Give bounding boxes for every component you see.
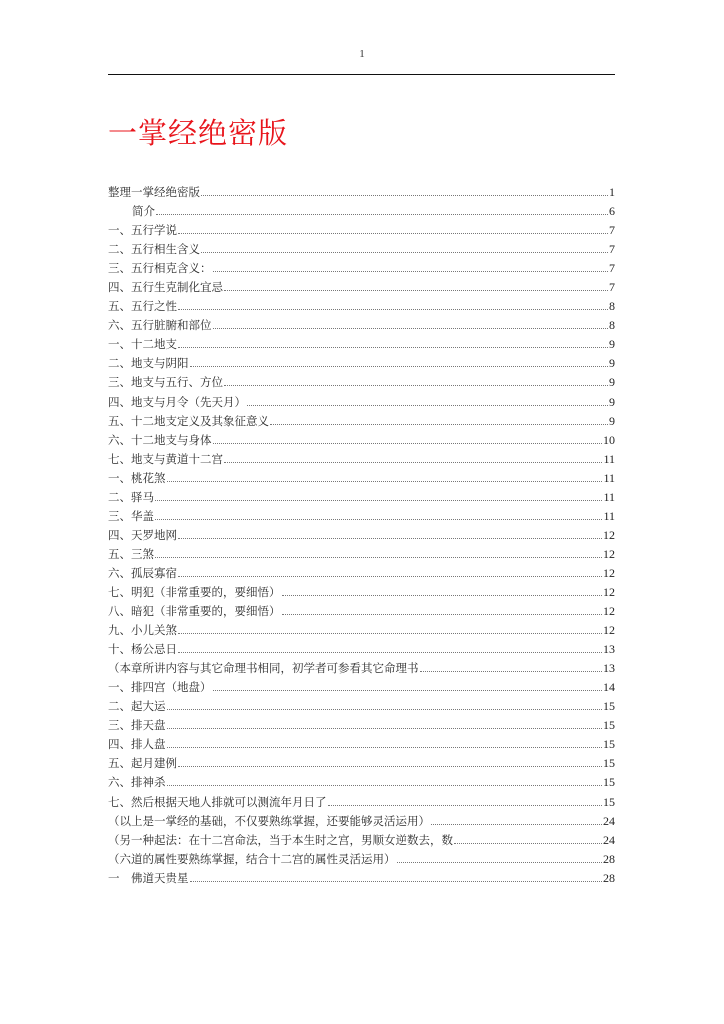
toc-entry-page-number: 15 <box>603 737 615 752</box>
toc-entry-label: 六、孤辰寡宿 <box>108 565 177 580</box>
toc-entry[interactable] <box>108 831 615 850</box>
toc-entry-label: 二、起大运 <box>108 699 166 714</box>
toc-entry-label: 一、五行学说 <box>108 223 177 238</box>
dot-leader <box>201 195 608 196</box>
toc-entry-page-number: 7 <box>609 223 615 238</box>
toc-entry-page-number: 12 <box>603 584 615 599</box>
toc-entry[interactable] <box>108 183 615 202</box>
toc-entry[interactable] <box>108 488 615 507</box>
toc-entry-label: （另一种起法：在十二宫命法，当于本生时之宫，男顺女逆数去，数 <box>108 832 453 847</box>
dot-leader <box>178 766 602 767</box>
dot-leader <box>213 690 603 691</box>
toc-entry[interactable] <box>108 697 615 716</box>
toc-entry[interactable] <box>108 583 615 602</box>
toc-entry[interactable] <box>108 297 615 316</box>
toc-entry-label: 二、五行相生含义 <box>108 242 200 257</box>
toc-entry-label: 五、十二地支定义及其象征意义 <box>108 413 269 428</box>
toc-entry-label: 一、排四宫（地盘） <box>108 680 212 695</box>
dot-leader <box>167 785 603 786</box>
dot-leader <box>155 519 602 520</box>
toc-entry-page-number: 12 <box>603 565 615 580</box>
toc-entry-page-number: 7 <box>609 242 615 257</box>
toc-entry-label: 一、十二地支 <box>108 337 177 352</box>
toc-entry[interactable] <box>108 602 615 621</box>
toc-entry-page-number: 8 <box>609 318 615 333</box>
dot-leader <box>224 385 608 386</box>
toc-entry[interactable] <box>108 735 615 754</box>
toc-entry-page-number: 11 <box>603 489 615 504</box>
toc-entry[interactable] <box>108 240 615 259</box>
toc-entry-label: 七、明犯（非常重要的，要细悟） <box>108 584 281 599</box>
toc-entry[interactable] <box>108 202 615 221</box>
dot-leader <box>178 652 602 653</box>
toc-entry-page-number: 8 <box>609 299 615 314</box>
toc-entry[interactable] <box>108 526 615 545</box>
toc-entry-label: 五、三煞 <box>108 546 154 561</box>
dot-leader <box>178 233 608 234</box>
toc-entry-label: 二、驿马 <box>108 489 154 504</box>
toc-entry[interactable] <box>108 678 615 697</box>
dot-leader <box>178 576 602 577</box>
toc-entry-label: 六、十二地支与身体 <box>108 432 212 447</box>
toc-entry-label: 十、杨公忌日 <box>108 642 177 657</box>
dot-leader <box>224 462 602 463</box>
dot-leader <box>397 862 603 863</box>
toc-entry[interactable] <box>108 773 615 792</box>
table-of-contents <box>108 183 615 888</box>
toc-entry-label: 三、五行相克含义： <box>108 261 212 276</box>
toc-entry[interactable] <box>108 564 615 583</box>
toc-entry[interactable] <box>108 716 615 735</box>
toc-entry-label: 简介 <box>132 204 155 219</box>
page-number: 1 <box>359 48 365 60</box>
toc-entry-page-number: 9 <box>609 394 615 409</box>
dot-leader <box>178 309 608 310</box>
dot-leader <box>454 843 602 844</box>
dot-leader <box>282 614 603 615</box>
toc-entry-page-number: 28 <box>603 870 615 885</box>
dot-leader <box>156 214 608 215</box>
dot-leader <box>178 633 602 634</box>
toc-entry-label: 四、五行生克制化宜忌 <box>108 280 223 295</box>
toc-entry[interactable] <box>108 621 615 640</box>
toc-entry-page-number: 12 <box>603 546 615 561</box>
toc-entry-page-number: 7 <box>609 280 615 295</box>
toc-entry-label: 三、地支与五行、方位 <box>108 375 223 390</box>
toc-entry[interactable] <box>108 869 615 888</box>
toc-entry-page-number: 11 <box>603 508 615 523</box>
toc-entry-page-number: 28 <box>603 851 615 866</box>
toc-entry-label: 五、五行之性 <box>108 299 177 314</box>
toc-entry-label: 三、华盖 <box>108 508 154 523</box>
toc-entry-label: 八、暗犯（非常重要的，要细悟） <box>108 604 281 619</box>
toc-entry[interactable] <box>108 469 615 488</box>
toc-entry-label: 一、桃花煞 <box>108 470 166 485</box>
toc-entry[interactable] <box>108 793 615 812</box>
toc-entry-label: 二、地支与阴阳 <box>108 356 189 371</box>
document-title: 一掌经绝密版 <box>108 116 289 150</box>
toc-entry-label: 七、然后根据天地人排就可以测流年月日了 <box>108 794 327 809</box>
dot-leader <box>270 424 608 425</box>
toc-entry-label: 四、地支与月令（先天月） <box>108 394 246 409</box>
toc-entry-page-number: 12 <box>603 527 615 542</box>
dot-leader <box>155 557 602 558</box>
toc-entry-page-number: 13 <box>603 661 615 676</box>
dot-leader <box>190 366 609 367</box>
dot-leader <box>224 290 608 291</box>
dot-leader <box>201 252 608 253</box>
dot-leader <box>167 728 603 729</box>
dot-leader <box>167 709 603 710</box>
dot-leader <box>431 824 602 825</box>
toc-entry[interactable] <box>108 278 615 297</box>
toc-entry-label: 九、小儿关煞 <box>108 623 177 638</box>
toc-entry-label: 一 佛道天贵星 <box>108 870 189 885</box>
dot-leader <box>178 347 608 348</box>
toc-entry[interactable] <box>108 412 615 431</box>
toc-entry[interactable] <box>108 659 615 678</box>
toc-entry-page-number: 12 <box>603 623 615 638</box>
toc-entry[interactable] <box>108 754 615 773</box>
toc-entry-page-number: 6 <box>609 204 615 219</box>
toc-entry-page-number: 9 <box>609 413 615 428</box>
dot-leader <box>167 747 603 748</box>
toc-entry-page-number: 11 <box>603 451 615 466</box>
toc-entry-label: 六、排神杀 <box>108 775 166 790</box>
toc-entry-page-number: 24 <box>603 832 615 847</box>
toc-entry-label: 四、天罗地网 <box>108 527 177 542</box>
toc-entry-page-number: 15 <box>603 794 615 809</box>
toc-entry[interactable] <box>108 431 615 450</box>
toc-entry[interactable] <box>108 393 615 412</box>
toc-entry[interactable] <box>108 373 615 392</box>
toc-entry[interactable] <box>108 545 615 564</box>
toc-entry-page-number: 15 <box>603 756 615 771</box>
toc-entry-page-number: 15 <box>603 775 615 790</box>
toc-entry-page-number: 10 <box>603 432 615 447</box>
toc-entry[interactable] <box>108 221 615 240</box>
toc-entry[interactable] <box>108 850 615 869</box>
toc-entry-label: （六道的属性要熟练掌握，结合十二宫的属性灵活运用） <box>108 851 396 866</box>
dot-leader <box>178 538 602 539</box>
toc-entry[interactable] <box>108 354 615 373</box>
toc-entry-page-number: 24 <box>603 813 615 828</box>
dot-leader <box>213 328 609 329</box>
toc-entry-page-number: 13 <box>603 642 615 657</box>
toc-entry-label: 整理一掌经绝密版 <box>108 185 200 199</box>
toc-entry-label: （以上是一掌经的基础，不仅要熟练掌握，还要能够灵活运用） <box>108 813 430 828</box>
toc-entry-page-number: 9 <box>609 375 615 390</box>
toc-entry[interactable] <box>108 507 615 526</box>
dot-leader <box>282 595 603 596</box>
toc-entry[interactable] <box>108 450 615 469</box>
toc-entry-page-number: 12 <box>603 604 615 619</box>
dot-leader <box>247 405 608 406</box>
dot-leader <box>155 500 602 501</box>
toc-entry-label: 五、起月建例 <box>108 756 177 771</box>
dot-leader <box>420 671 603 672</box>
toc-entry-page-number: 9 <box>609 356 615 371</box>
dot-leader <box>190 881 603 882</box>
toc-entry-label: 四、排人盘 <box>108 737 166 752</box>
toc-entry[interactable] <box>108 335 615 354</box>
toc-entry[interactable] <box>108 640 615 659</box>
toc-entry[interactable] <box>108 812 615 831</box>
toc-entry-label: 六、五行脏腑和部位 <box>108 318 212 333</box>
header-divider <box>108 74 615 75</box>
dot-leader <box>328 805 603 806</box>
toc-entry-page-number: 7 <box>609 261 615 276</box>
dot-leader <box>213 271 609 272</box>
toc-entry-page-number: 14 <box>603 680 615 695</box>
toc-entry-page-number: 1 <box>609 185 615 199</box>
toc-entry-page-number: 15 <box>603 718 615 733</box>
toc-entry[interactable] <box>108 316 615 335</box>
toc-entry-label: 三、排天盘 <box>108 718 166 733</box>
toc-entry[interactable] <box>108 259 615 278</box>
toc-entry-label: （本章所讲内容与其它命理书相同，初学者可参看其它命理书 <box>108 661 419 676</box>
toc-entry-page-number: 15 <box>603 699 615 714</box>
toc-entry-page-number: 11 <box>603 470 615 485</box>
dot-leader <box>213 443 603 444</box>
toc-entry-page-number: 9 <box>609 337 615 352</box>
dot-leader <box>167 481 603 482</box>
toc-entry-label: 七、地支与黄道十二宫 <box>108 451 223 466</box>
